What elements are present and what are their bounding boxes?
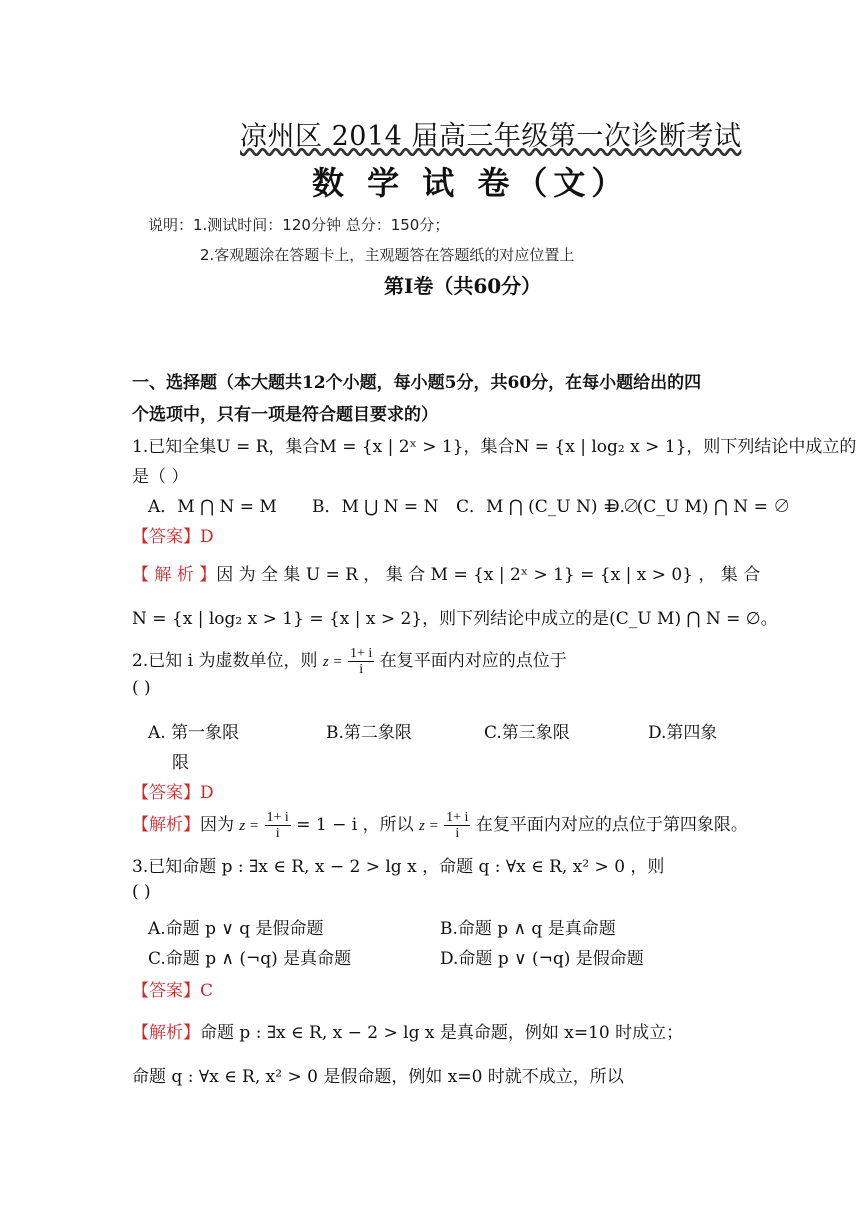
q1-option-d: D．(C_U M) ⋂ N = ∅ — [606, 497, 791, 517]
q2-z: z = — [322, 654, 343, 670]
answer-tag: 【答案】 — [132, 783, 200, 803]
q1-stem-line2: 是（ ） — [132, 467, 189, 487]
q2-expl-mid: = 1 − i ，所以 — [296, 815, 414, 835]
q2-explanation — [132, 810, 748, 841]
explanation-tag: 【 解 析 】 — [132, 565, 217, 585]
exam-note-2: 2.客观题涂在答题卡上，主观题答在答题纸的对应位置上 — [200, 246, 575, 264]
q1-explanation-text: 因 为 全 集 U = R ， 集 合 M = {x | 2ˣ > 1} = {x | x > 0} ， 集 合 — [216, 565, 761, 585]
exam-subtitle: 数 学 试 卷（文） — [312, 164, 630, 202]
q2-expl-fraction-2-den: i — [455, 826, 460, 841]
q1-explanation-line2: N = {x | log₂ x > 1} = {x | x > 2}，则下列结论中成立的是(C_U M) ⋂ N = ∅。 — [132, 609, 778, 629]
q3-stem: 3.已知命题 p : ∃x ∈ R, x − 2 > lg x ，命题 q : ∀x ∈ R, x² > 0 ，则 — [132, 857, 665, 877]
q3-option-b: B.命题 p ∧ q 是真命题 — [440, 919, 616, 939]
q1-option-a: A．M ⋂ N = M — [148, 497, 277, 517]
answer-value: C — [200, 981, 214, 1001]
section-heading-line2: 个选项中，只有一项是符合题目要求的） — [132, 405, 438, 425]
exam-note-1: 说明：1.测试时间：120分钟 总分：150分； — [148, 216, 450, 234]
q2-option-b: B.第二象限 — [326, 723, 412, 743]
q2-fraction-den: i — [359, 662, 364, 677]
answer-value: D — [200, 527, 214, 547]
q3-option-c: C.命题 p ∧ (¬q) 是真命题 — [148, 949, 352, 969]
q1-stem-line1: 1.已知全集U = R，集合M = {x | 2ˣ > 1}，集合N = {x | log₂ x > 1}，则下列结论中成立的 — [132, 437, 857, 457]
explanation-tag: 【解析】 — [132, 815, 200, 835]
q3-answer — [132, 976, 213, 1001]
q2-expl-fraction — [265, 810, 291, 841]
q3-explanation-line2: 命题 q : ∀x ∈ R, x² > 0 是假命题，例如 x=0 时就不成立，所以 — [132, 1067, 624, 1087]
volume-heading: 第Ⅰ卷（共60分） — [384, 274, 542, 298]
q2-expl-fraction-2 — [444, 810, 470, 841]
q3-option-a: A.命题 p ∨ q 是假命题 — [148, 919, 324, 939]
explanation-tag: 【解析】 — [132, 1023, 200, 1043]
q3-option-d: D.命题 p ∨ (¬q) 是假命题 — [440, 949, 644, 969]
q1-option-c: C．M ⋂ (C_U N) = ∅ — [456, 497, 640, 517]
q2-option-d-wrap: 限 — [172, 753, 189, 773]
q2-expl-a: 因为 — [200, 815, 234, 835]
q2-expl-z2: z = — [419, 818, 439, 834]
q3-explanation-line1 — [132, 1018, 683, 1043]
q1-option-b: B．M ⋃ N = N — [312, 497, 439, 517]
q2-expl-fraction-num: 1+ i — [266, 810, 289, 825]
answer-value: D — [200, 783, 214, 803]
answer-tag: 【答案】 — [132, 527, 200, 547]
q1-answer — [132, 522, 214, 547]
q2-stem-b: 在复平面内对应的点位于 — [379, 651, 567, 671]
q2-fraction — [348, 646, 374, 677]
q3-explanation-text: 命题 p : ∃x ∈ R, x − 2 > lg x 是真命题，例如 x=10 时成立； — [200, 1023, 684, 1043]
q3-paren: ( ) — [132, 882, 151, 902]
answer-tag: 【答案】 — [132, 981, 200, 1001]
q2-expl-fraction-2-num: 1+ i — [446, 810, 469, 825]
q2-option-c: C.第三象限 — [484, 723, 570, 743]
q2-expl-fraction-den: i — [275, 826, 280, 841]
q2-expl-z: z = — [239, 818, 260, 834]
q2-paren: ( ) — [132, 678, 151, 698]
q2-fraction-num: 1+ i — [350, 646, 373, 661]
q2-answer — [132, 778, 214, 803]
q2-option-d: D.第四象 — [648, 723, 718, 743]
q2-stem — [132, 646, 567, 677]
q2-stem-a: 2.已知 i 为虚数单位，则 — [132, 651, 318, 671]
q2-option-a: A. 第一象限 — [148, 723, 240, 743]
exam-title: 凉州区 2014 届高三年级第一次诊断考试 — [240, 121, 742, 152]
q2-expl-end: 在复平面内对应的点位于第四象限。 — [475, 815, 748, 835]
q1-explanation-line1 — [132, 560, 760, 585]
section-heading-line1: 一、选择题（本大题共12个小题，每小题5分，共60分，在每小题给出的四 — [132, 373, 702, 393]
